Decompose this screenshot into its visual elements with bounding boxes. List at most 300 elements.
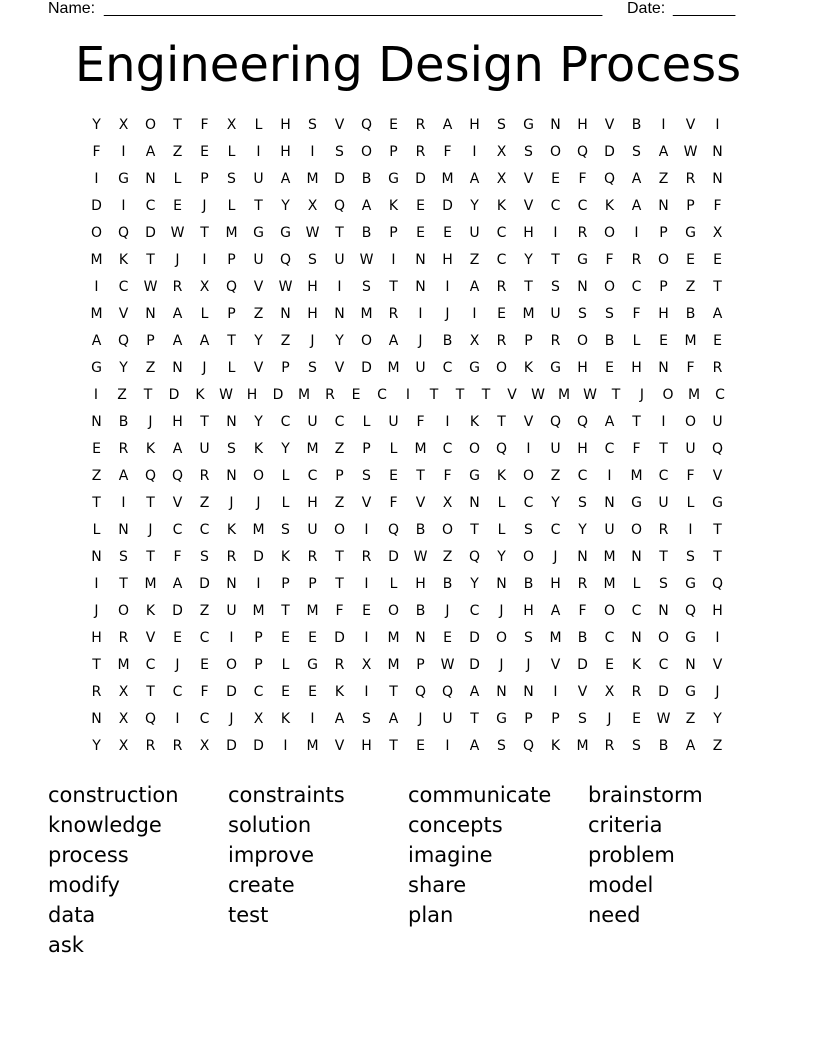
grid-letter: C — [550, 198, 561, 214]
grid-row — [83, 436, 733, 463]
name-blank: ________________________________________________________ — [104, 0, 603, 17]
grid-row — [83, 166, 733, 193]
grid-letter: T — [254, 198, 263, 214]
grid-letter: M — [387, 630, 400, 646]
grid-letter: M — [297, 387, 311, 403]
grid-letter: G — [523, 117, 534, 133]
grid-letter: X — [442, 495, 453, 511]
grid-letter: D — [577, 657, 588, 673]
grid-letter: L — [281, 495, 290, 511]
grid-letter: A — [91, 333, 102, 349]
grid-letter: I — [391, 252, 396, 268]
grid-letter: A — [199, 333, 210, 349]
grid-letter: D — [272, 387, 284, 403]
grid-letter: T — [335, 549, 344, 565]
grid-letter: E — [605, 657, 614, 673]
grid-letter: S — [686, 549, 695, 565]
grid-letter: G — [712, 495, 723, 511]
grid-letter: L — [173, 171, 182, 187]
grid-row — [83, 247, 733, 274]
grid-letter: S — [605, 306, 614, 322]
grid-letter: P — [308, 576, 317, 592]
grid-letter: M — [252, 603, 265, 619]
grid-letter: I — [310, 711, 315, 727]
grid-letter: N — [118, 522, 129, 538]
grid-letter: U — [388, 414, 399, 430]
grid-letter: X — [118, 117, 129, 133]
grid-letter: V — [253, 360, 264, 376]
grid-letter: T — [335, 225, 344, 241]
grid-letter: H — [577, 117, 588, 133]
grid-letter: Z — [117, 387, 127, 403]
grid-letter: T — [659, 549, 668, 565]
grid-letter: B — [604, 333, 615, 349]
grid-letter: F — [632, 306, 641, 322]
grid-letter: F — [389, 495, 398, 511]
grid-letter: X — [226, 117, 237, 133]
grid-letter: S — [281, 522, 290, 538]
grid-letter: G — [388, 171, 399, 187]
grid-letter: A — [361, 198, 372, 214]
grid-letter: T — [470, 522, 479, 538]
grid-letter: I — [337, 279, 342, 295]
grid-letter: V — [334, 738, 345, 754]
grid-letter: G — [91, 360, 102, 376]
grid-letter: J — [94, 603, 99, 619]
grid-letter: T — [200, 225, 209, 241]
grid-letter: W — [531, 387, 545, 403]
grid-letter: D — [168, 387, 180, 403]
word-list-item: imagine — [408, 843, 493, 867]
grid-letter: T — [416, 468, 425, 484]
grid-letter: J — [418, 333, 423, 349]
grid-letter: R — [118, 630, 129, 646]
grid-letter: I — [283, 738, 288, 754]
grid-letter: K — [145, 603, 156, 619]
grid-letter: L — [92, 522, 101, 538]
word-list-item: solution — [228, 813, 312, 837]
grid-letter: U — [226, 603, 237, 619]
grid-row — [83, 679, 733, 706]
grid-letter: I — [310, 144, 315, 160]
grid-letter: Y — [497, 549, 506, 565]
grid-letter: R — [199, 468, 210, 484]
grid-letter: A — [604, 414, 615, 430]
grid-letter: Q — [684, 603, 697, 619]
grid-letter: C — [631, 603, 642, 619]
grid-letter: K — [334, 684, 345, 700]
word-list-item: criteria — [588, 813, 663, 837]
grid-letter: X — [496, 171, 507, 187]
grid-row — [83, 625, 733, 652]
grid-letter: I — [121, 198, 126, 214]
grid-letter: H — [442, 252, 453, 268]
grid-letter: I — [607, 468, 612, 484]
grid-letter: P — [254, 657, 263, 673]
grid-letter: I — [405, 387, 411, 403]
grid-letter: P — [254, 630, 263, 646]
grid-letter: Z — [658, 171, 669, 187]
grid-letter: O — [684, 414, 697, 430]
grid-letter: I — [364, 522, 369, 538]
grid-letter: L — [389, 576, 398, 592]
grid-letter: F — [686, 468, 695, 484]
grid-row — [83, 382, 733, 409]
grid-letter: I — [688, 522, 693, 538]
grid-letter: I — [175, 711, 180, 727]
grid-letter: A — [145, 144, 156, 160]
grid-letter: U — [307, 522, 318, 538]
grid-letter: O — [603, 279, 616, 295]
grid-letter: M — [603, 576, 616, 592]
grid-letter: N — [577, 549, 588, 565]
grid-letter: N — [145, 171, 156, 187]
grid-letter: C — [199, 711, 210, 727]
grid-row — [83, 274, 733, 301]
grid-letter: H — [415, 576, 426, 592]
grid-letter: I — [94, 171, 99, 187]
grid-letter: O — [252, 468, 265, 484]
word-list-item: knowledge — [48, 813, 162, 837]
grid-letter: Z — [469, 252, 480, 268]
word-list-item: brainstorm — [588, 783, 703, 807]
grid-letter: P — [524, 333, 533, 349]
grid-letter: L — [686, 495, 695, 511]
grid-letter: F — [443, 144, 452, 160]
grid-letter: C — [550, 522, 561, 538]
grid-row — [83, 490, 733, 517]
grid-letter: O — [657, 252, 670, 268]
grid-letter: S — [335, 144, 344, 160]
word-list-item: share — [408, 873, 467, 897]
grid-letter: D — [199, 576, 210, 592]
grid-letter: E — [416, 738, 425, 754]
grid-letter: B — [631, 117, 642, 133]
grid-letter: V — [577, 684, 588, 700]
grid-letter: T — [389, 684, 398, 700]
grid-letter: M — [306, 603, 319, 619]
grid-letter: G — [469, 360, 480, 376]
grid-letter: M — [252, 522, 265, 538]
grid-letter: G — [280, 225, 291, 241]
grid-letter: X — [253, 711, 264, 727]
grid-row — [83, 706, 733, 733]
grid-letter: N — [685, 657, 696, 673]
grid-letter: J — [418, 711, 423, 727]
grid-letter: Q — [144, 711, 157, 727]
grid-letter: Q — [117, 333, 130, 349]
grid-letter: Q — [360, 117, 373, 133]
word-list-item: model — [588, 873, 654, 897]
grid-letter: C — [199, 522, 210, 538]
grid-letter: K — [118, 252, 129, 268]
grid-letter: W — [359, 252, 374, 268]
grid-letter: K — [145, 441, 156, 457]
grid-letter: E — [443, 225, 452, 241]
grid-letter: G — [685, 684, 696, 700]
grid-letter: E — [281, 630, 290, 646]
grid-letter: H — [658, 306, 669, 322]
grid-letter: T — [455, 387, 465, 403]
grid-letter: Y — [92, 738, 101, 754]
grid-row — [83, 409, 733, 436]
grid-letter: U — [253, 171, 264, 187]
grid-letter: T — [389, 738, 398, 754]
grid-letter: I — [364, 576, 369, 592]
grid-letter: N — [658, 198, 669, 214]
grid-letter: D — [253, 738, 264, 754]
grid-letter: V — [523, 171, 534, 187]
grid-letter: R — [604, 738, 615, 754]
grid-letter: N — [280, 306, 291, 322]
grid-letter: L — [497, 522, 506, 538]
grid-letter: J — [607, 711, 612, 727]
grid-letter: T — [227, 333, 236, 349]
grid-letter: T — [713, 522, 722, 538]
grid-letter: Q — [387, 522, 400, 538]
grid-letter: N — [604, 495, 615, 511]
grid-letter: Z — [172, 144, 183, 160]
grid-letter: D — [226, 684, 237, 700]
grid-letter: C — [631, 279, 642, 295]
grid-letter: H — [469, 117, 480, 133]
grid-letter: F — [605, 252, 614, 268]
grid-letter: A — [280, 171, 291, 187]
grid-letter: R — [145, 738, 156, 754]
grid-letter: R — [658, 522, 669, 538]
grid-letter: T — [713, 279, 722, 295]
grid-letter: B — [658, 738, 669, 754]
grid-letter: C — [577, 198, 588, 214]
grid-letter: S — [362, 468, 371, 484]
grid-letter: P — [659, 225, 668, 241]
grid-letter: A — [469, 279, 480, 295]
grid-letter: V — [334, 117, 345, 133]
grid-letter: J — [229, 495, 234, 511]
grid-letter: Q — [495, 441, 508, 457]
grid-letter: F — [173, 549, 182, 565]
grid-letter: T — [335, 576, 344, 592]
grid-letter: C — [715, 387, 725, 403]
grid-letter: O — [333, 522, 346, 538]
grid-row — [83, 598, 733, 625]
grid-letter: A — [172, 576, 183, 592]
grid-letter: E — [416, 198, 425, 214]
grid-letter: O — [603, 603, 616, 619]
grid-letter: I — [256, 144, 261, 160]
grid-letter: S — [497, 117, 506, 133]
grid-letter: N — [415, 252, 426, 268]
grid-letter: N — [334, 306, 345, 322]
grid-letter: M — [225, 225, 238, 241]
grid-row — [83, 355, 733, 382]
grid-letter: C — [145, 657, 156, 673]
grid-letter: Y — [470, 576, 479, 592]
grid-letter: I — [364, 630, 369, 646]
grid-letter: V — [118, 306, 129, 322]
grid-letter: Y — [551, 495, 560, 511]
grid-letter: C — [199, 630, 210, 646]
word-list-item: process — [48, 843, 129, 867]
grid-letter: O — [522, 549, 535, 565]
grid-letter: F — [713, 198, 722, 214]
grid-letter: F — [92, 144, 101, 160]
grid-letter: X — [361, 657, 372, 673]
grid-letter: T — [389, 279, 398, 295]
grid-letter: I — [553, 225, 558, 241]
grid-letter: Z — [280, 333, 291, 349]
grid-letter: A — [685, 738, 696, 754]
grid-letter: J — [148, 414, 153, 430]
header-line — [48, 0, 748, 20]
grid-letter: D — [361, 360, 372, 376]
grid-letter: O — [549, 144, 562, 160]
grid-letter: H — [280, 144, 291, 160]
grid-letter: N — [712, 144, 723, 160]
grid-letter: K — [469, 414, 480, 430]
grid-letter: L — [362, 414, 371, 430]
grid-letter: E — [605, 360, 614, 376]
grid-letter: H — [361, 738, 372, 754]
grid-letter: W — [278, 279, 293, 295]
grid-letter: A — [172, 333, 183, 349]
grid-letter: Z — [145, 360, 156, 376]
grid-letter: T — [611, 387, 621, 403]
grid-letter: A — [172, 306, 183, 322]
grid-letter: P — [524, 711, 533, 727]
grid-letter: S — [308, 252, 317, 268]
grid-letter: C — [658, 468, 669, 484]
grid-letter: R — [118, 441, 129, 457]
grid-letter: J — [445, 603, 450, 619]
grid-letter: O — [468, 441, 481, 457]
grid-letter: H — [550, 576, 561, 592]
grid-letter: D — [388, 549, 399, 565]
grid-letter: T — [551, 252, 560, 268]
grid-letter: R — [496, 333, 507, 349]
grid-letter: M — [684, 333, 697, 349]
word-list-item: problem — [588, 843, 675, 867]
grid-letter: R — [307, 549, 318, 565]
name-label: Name: — [48, 0, 96, 17]
grid-letter: N — [523, 684, 534, 700]
grid-letter: U — [442, 711, 453, 727]
grid-letter: K — [388, 198, 399, 214]
grid-letter: G — [469, 468, 480, 484]
grid-letter: E — [92, 441, 101, 457]
grid-letter: G — [685, 225, 696, 241]
grid-letter: B — [361, 171, 372, 187]
grid-letter: V — [415, 495, 426, 511]
grid-letter: Y — [92, 117, 101, 133]
grid-letter: O — [117, 603, 130, 619]
grid-letter: D — [334, 171, 345, 187]
grid-letter: G — [631, 495, 642, 511]
grid-letter: Q — [576, 414, 589, 430]
grid-letter: T — [119, 576, 128, 592]
grid-letter: C — [658, 657, 669, 673]
grid-letter: V — [507, 387, 517, 403]
grid-letter: C — [442, 360, 453, 376]
grid-letter: L — [227, 198, 236, 214]
grid-letter: Q — [144, 468, 157, 484]
word-list-item: test — [228, 903, 269, 927]
grid-letter: Y — [524, 252, 533, 268]
grid-letter: I — [93, 387, 99, 403]
grid-letter: N — [631, 549, 642, 565]
grid-letter: Z — [199, 603, 210, 619]
grid-letter: M — [549, 630, 562, 646]
grid-letter: O — [90, 225, 103, 241]
grid-letter: K — [496, 198, 507, 214]
grid-letter: C — [604, 630, 615, 646]
grid-letter: O — [387, 603, 400, 619]
grid-letter: F — [416, 414, 425, 430]
grid-letter: R — [577, 225, 588, 241]
grid-letter: T — [146, 495, 155, 511]
grid-letter: E — [308, 684, 317, 700]
grid-letter: R — [172, 738, 183, 754]
grid-letter: N — [172, 360, 183, 376]
grid-letter: L — [281, 657, 290, 673]
grid-letter: K — [280, 549, 291, 565]
grid-letter: Q — [171, 468, 184, 484]
grid-letter: M — [306, 441, 319, 457]
grid-letter: M — [687, 387, 701, 403]
word-list-item: data — [48, 903, 96, 927]
grid-letter: E — [200, 657, 209, 673]
grid-letter: Z — [334, 441, 345, 457]
grid-letter: D — [442, 198, 453, 214]
grid-letter: Y — [335, 333, 344, 349]
grid-letter: F — [686, 360, 695, 376]
grid-row — [83, 112, 733, 139]
grid-letter: G — [307, 657, 318, 673]
grid-row — [83, 193, 733, 220]
grid-letter: I — [418, 306, 423, 322]
grid-letter: H — [577, 441, 588, 457]
grid-letter: V — [523, 414, 534, 430]
grid-letter: Y — [281, 441, 290, 457]
grid-letter: I — [472, 306, 477, 322]
grid-row — [83, 220, 733, 247]
grid-letter: I — [715, 630, 720, 646]
grid-letter: C — [442, 441, 453, 457]
grid-letter: E — [713, 333, 722, 349]
grid-letter: I — [634, 225, 639, 241]
grid-letter: Z — [334, 495, 345, 511]
grid-letter: I — [661, 117, 666, 133]
grid-letter: J — [175, 252, 180, 268]
grid-letter: P — [146, 333, 155, 349]
grid-letter: R — [415, 117, 426, 133]
grid-letter: M — [90, 306, 103, 322]
grid-letter: O — [662, 387, 674, 403]
grid-letter: M — [117, 657, 130, 673]
grid-letter: I — [445, 738, 450, 754]
word-list-item: construction — [48, 783, 179, 807]
grid-letter: P — [659, 279, 668, 295]
grid-letter: O — [360, 333, 373, 349]
grid-letter: S — [308, 360, 317, 376]
grid-letter: H — [280, 117, 291, 133]
word-list-item: concepts — [408, 813, 503, 837]
word-search-grid — [83, 112, 733, 760]
grid-letter: B — [118, 414, 129, 430]
grid-letter: T — [146, 549, 155, 565]
grid-letter: A — [631, 171, 642, 187]
grid-letter: V — [523, 198, 534, 214]
